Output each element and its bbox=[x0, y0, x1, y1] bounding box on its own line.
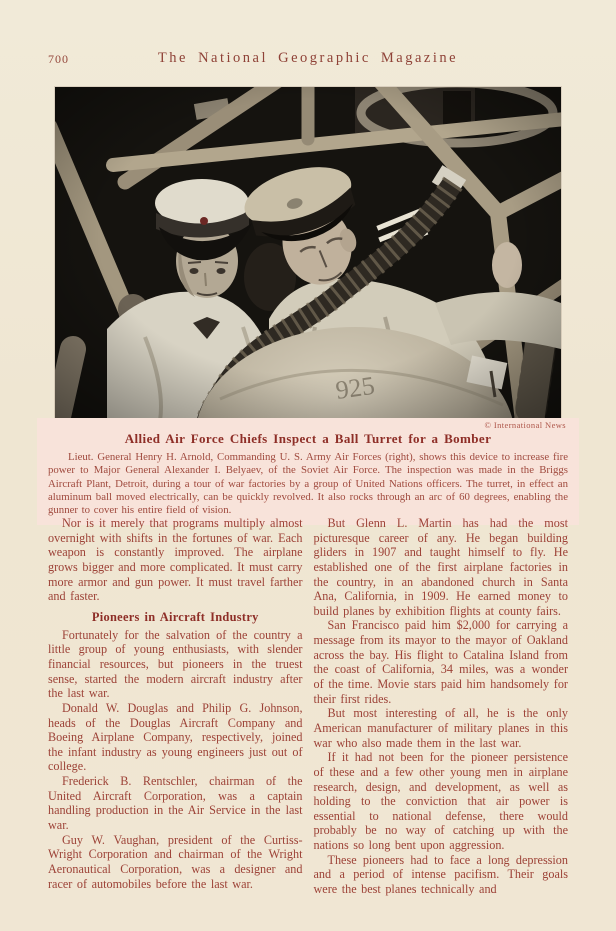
ball-turret-photo-illustration bbox=[55, 87, 561, 421]
right-column bbox=[314, 516, 569, 897]
paragraph: If it had not been for the pioneer persistence of these and a few other young men in airplane research, design, and development, as well as holding to the conviction that air power is essential to national defense, there would probably be no way of catching up with the nations so long bent upon aggression. bbox=[313, 750, 568, 853]
paragraph: These pioneers had to face a long depression and a period of intense pacifism. Their goals were the best planes technically and bbox=[313, 852, 568, 897]
caption-body: Lieut. General Henry H. Arnold, Commanding U. S. Army Air Forces (right), shows this device to increase fire power to Major General Alexander I. Belyaev, of the Soviet Air Force. The inspection was made in the Briggs Aircraft Plant, Detroit, during a tour of war factories by a group of United Nations officers. The turret, in effect an aluminum ball moved electrically, can be quickly revolved. It also rocks through an arc of 60 degrees, enabling the gunner to cover his entire field of vision. bbox=[48, 451, 568, 517]
paragraph: But most interesting of all, he is the only American manufacturer of military planes in this war who also made them in the last war. bbox=[313, 706, 568, 750]
magazine-title: The National Geographic Magazine bbox=[157, 50, 459, 66]
photo-credit: © International News bbox=[484, 420, 566, 430]
paragraph: Guy W. Vaughan, president of the Curtiss-Wright Corporation and chairman of the Wright Aeronautical Corporation, was a designer and racer of automobiles before the last war. bbox=[48, 832, 303, 891]
page-number: 700 bbox=[48, 52, 69, 66]
paragraph: Donald W. Douglas and Philip G. Johnson, heads of the Douglas Aircraft Company and Boeing Airplane Company, respectively, joined the infant industry as young engineers just out of college. bbox=[48, 700, 303, 774]
paragraph: Frederick B. Rentschler, chairman of the United Aircraft Corporation, was a captain handling production in the Air Service in the last war. bbox=[48, 774, 303, 833]
paragraph: San Francisco paid him $2,000 for carrying a message from its mayor to the mayor of Oakland across the bay. His flight to Catalina Island from the coast of California, 34 miles, was a wonder of the time. Movie stars paid him handsomely for their first rides. bbox=[313, 618, 568, 706]
paragraph: Fortunately for the salvation of the country a little group of young enthusiasts, with slender financial resources, but pioneers in the truest sense, started the modern aircraft industry after the last war. bbox=[48, 627, 303, 701]
caption-block bbox=[37, 418, 579, 525]
paragraph: Nor is it merely that programs multiply almost overnight with shifts in the fortunes of war. Each weapon is constantly improved. The airplane grows bigger and more complicated. It must carry more armor and gun power. It must travel farther and faster. bbox=[48, 516, 303, 604]
photo bbox=[55, 87, 561, 421]
caption-title: Allied Air Force Chiefs Inspect a Ball Turret for a Bomber bbox=[124, 431, 492, 446]
vignette bbox=[55, 87, 561, 421]
body-columns bbox=[48, 516, 568, 897]
left-column bbox=[48, 516, 303, 897]
paragraph: But Glenn L. Martin has had the most picturesque career of any. He began building gliders in 1907 and taught himself to fly. He established one of the first airplane factories in the country, in an abandoned church in Santa Ana, California, in 1909. He earned money to build planes by exhibition flights at county fairs. bbox=[313, 516, 568, 618]
page-header bbox=[48, 50, 568, 70]
section-heading: Pioneers in Aircraft Industry bbox=[91, 609, 259, 624]
